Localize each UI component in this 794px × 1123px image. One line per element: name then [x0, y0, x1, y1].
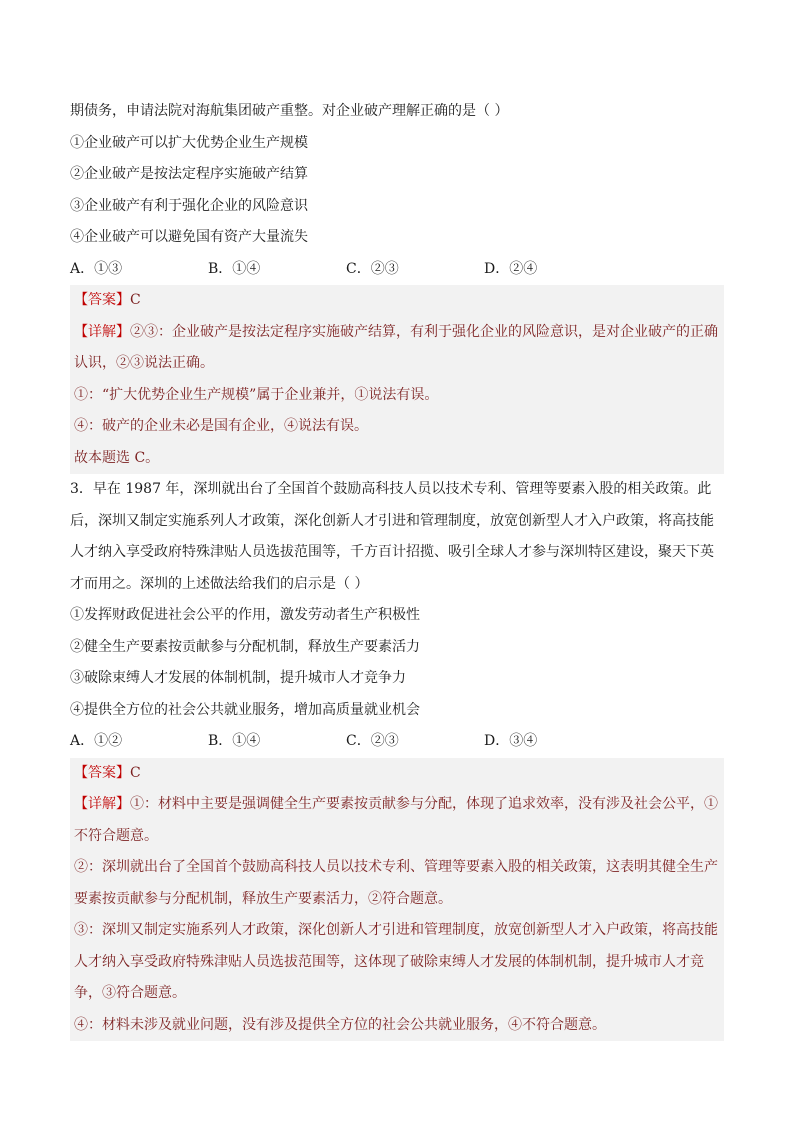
q2-detail-text-1: ②③：企业破产是按法定程序实施破产结算，有利于强化企业的风险意识，是对企业破产的正确认识，②③说法正确。 [74, 323, 718, 371]
q2-detail-3: ④：破产的企业未必是国有企业，④说法有误。 [74, 418, 368, 434]
q2-detail-2: ①：“扩大优势企业生产规模”属于企业兼并，①说法有误。 [74, 386, 439, 403]
q3-item-2: ②健全生产要素按贡献参与分配机制，释放生产要素活力 [70, 638, 420, 655]
q2-detail-1 [74, 317, 720, 380]
q3-option-c: C．②③ [346, 733, 399, 749]
q3-detail-4: ④：材料未涉及就业问题，没有涉及提供全方位的社会公共就业服务，④不符合题意。 [74, 1016, 606, 1033]
q3-item-3: ③破除束缚人才发展的体制机制，提升城市人才竞争力 [70, 670, 406, 686]
q3-detail-1 [74, 789, 720, 852]
q3-detail-3: ③：深圳又制定实施系列人才政策，深化创新人才引进和管理制度，放宽创新型人才入户政策，将高技能人才纳入享受政府特殊津贴人员选拔范围等，这体现了破除束缚人才发展的体制机制，提升城市人才竞争，③符合题意。 [74, 922, 718, 1001]
q3-answer [74, 758, 720, 790]
q3-option-b: B．①④ [208, 733, 261, 749]
q2-answer-value: C [130, 292, 141, 308]
q3-answer-block [70, 758, 724, 1042]
q2-item-2: ②企业破产是按法定程序实施破产结算 [70, 166, 308, 182]
q3-option-a: A．①② [70, 733, 123, 749]
q2-item-4: ④企业破产可以避免国有资产大量流失 [70, 229, 308, 245]
q2-detail-label: 【详解】 [74, 323, 130, 340]
page-content [70, 96, 724, 1041]
q3-detail-label: 【详解】 [74, 796, 130, 812]
q3-detail-text-1: ①：材料中主要是强调健全生产要素按贡献参与分配，体现了追求效率，没有涉及社会公平，①不符合题意。 [74, 796, 718, 844]
q3-options [70, 726, 724, 758]
q2-answer [74, 285, 720, 317]
q3-item-1: ①发挥财政促进社会公平的作用，激发劳动者生产积极性 [70, 607, 420, 623]
q2-options [70, 254, 724, 286]
q2-option-a: A．①③ [70, 260, 123, 277]
q2-option-d: D．②④ [484, 260, 538, 277]
q2-stem: 期债务，申请法院对海航集团破产重整。对企业破产理解正确的是（ ） [70, 103, 509, 119]
q2-answer-block [70, 285, 724, 474]
q2-option-b: B．①④ [208, 260, 261, 277]
q3-answer-label: 【答案】 [74, 764, 130, 781]
q3-option-d: D．③④ [484, 733, 538, 749]
q3-item-4: ④提供全方位的社会公共就业服务，增加高质量就业机会 [70, 701, 420, 718]
q3-stem: 3．早在 1987 年，深圳就出台了全国首个鼓励高科技人员以技术专利、管理等要素入股的相关政策。此后，深圳又制定实施系列人才政策，深化创新人才引进和管理制度，放宽创新型人才入户政策，将高技能人才纳入享受政府特殊津贴人员选拔范围等，千方百计招揽、吸引全球人才参与深圳特区建设，聚天下英才而用之。深圳的上述做法给我们的启示是（ ） [70, 481, 714, 592]
q2-answer-label: 【答案】 [74, 292, 130, 308]
q2-detail-4: 故本题选 C。 [74, 449, 160, 466]
q2-item-3: ③企业破产有利于强化企业的风险意识 [70, 197, 308, 214]
q2-option-c: C．②③ [346, 260, 399, 277]
q3-detail-2: ②：深圳就出台了全国首个鼓励高科技人员以技术专利、管理等要素入股的相关政策，这表明其健全生产要素按贡献参与分配机制，释放生产要素活力，②符合题意。 [74, 859, 718, 907]
q3-answer-value: C [130, 764, 141, 781]
q2-item-1: ①企业破产可以扩大优势企业生产规模 [70, 134, 308, 151]
